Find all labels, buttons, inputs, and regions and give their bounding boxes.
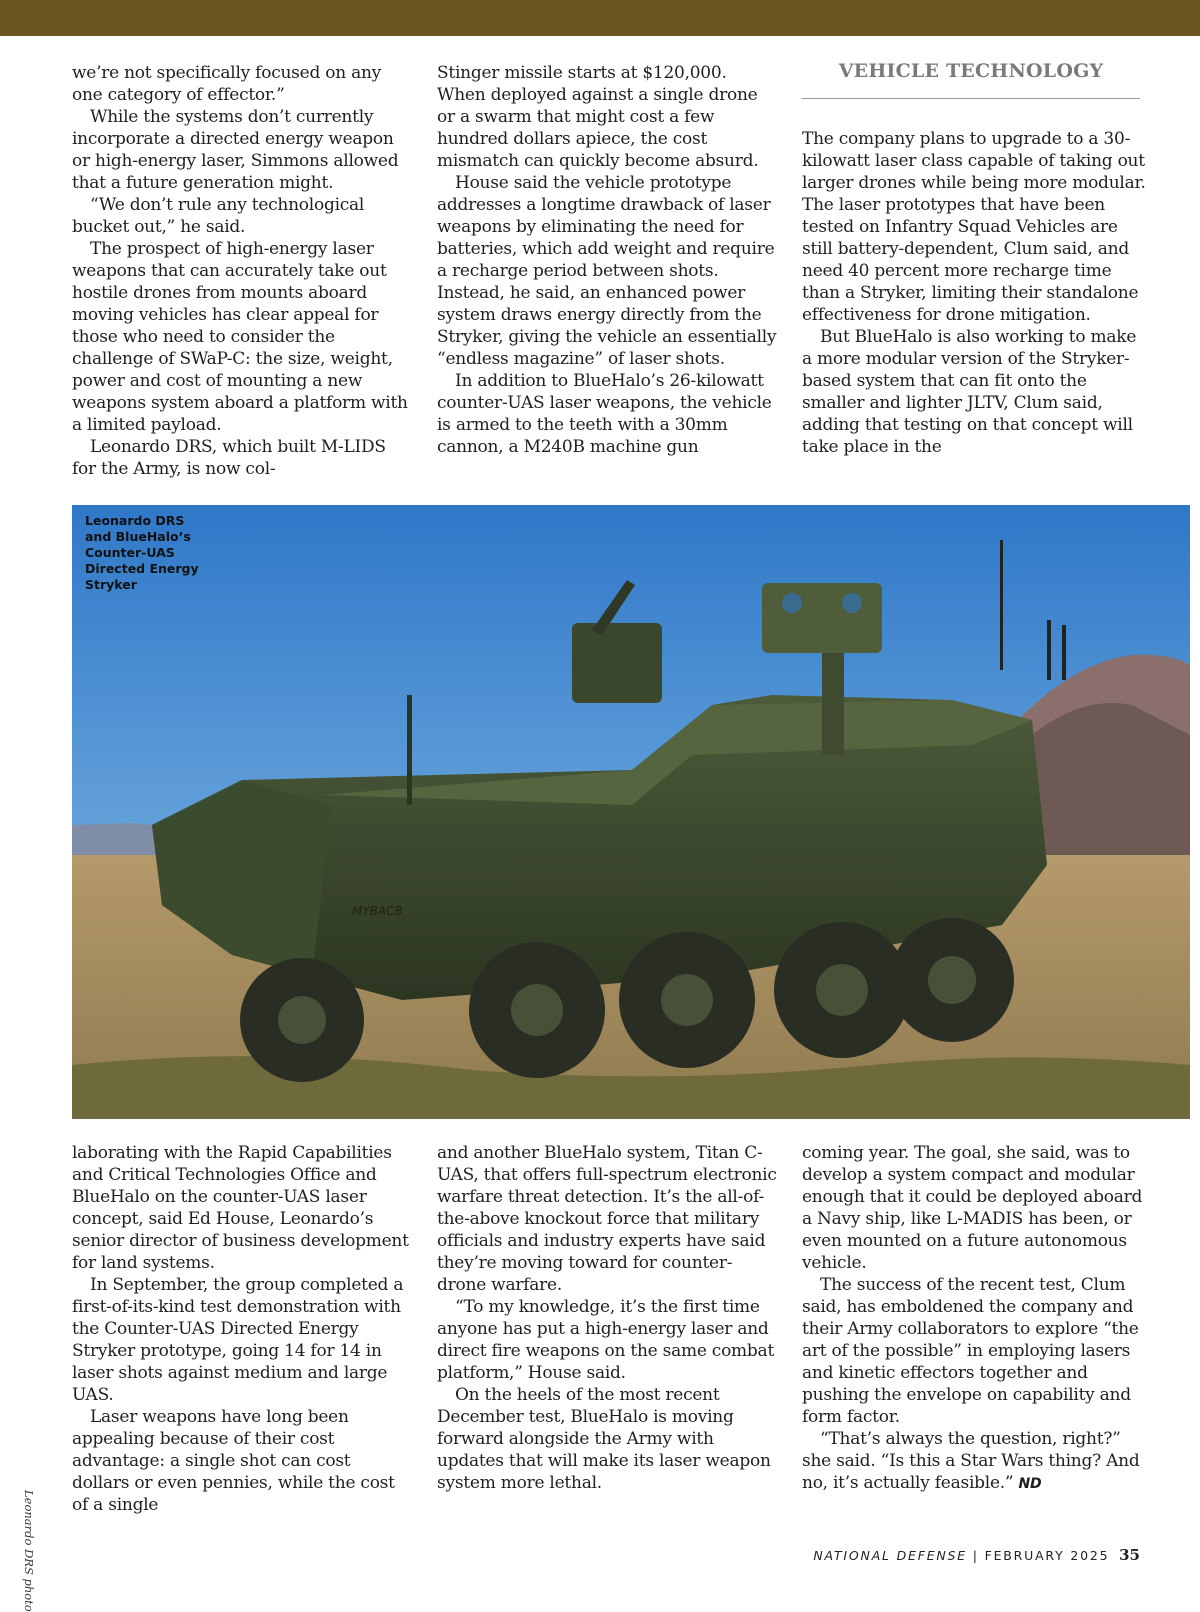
article-column-1-bottom <box>72 1142 412 1516</box>
paragraph: “We don’t rule any technological bucket out,” he said. <box>72 195 365 237</box>
paragraph: While the systems don’t currently incorporate a directed energy weapon or high-energy laser, Simmons allowed that a future generation might. <box>72 107 399 193</box>
paragraph: On the heels of the most recent December test, BlueHalo is moving forward alongside the Army with updates that will make its laser weapon system more lethal. <box>437 1385 771 1493</box>
paragraph: Stinger missile starts at $120,000. When deployed against a single drone or a swarm that might cost a few hundred dollars apiece, the cost mismatch can quickly become absurd. <box>437 63 759 171</box>
article-column-3-top <box>802 128 1147 458</box>
paragraph: In addition to BlueHalo’s 26-kilowatt counter-UAS laser weapons, the vehicle is armed to the teeth with a 30mm cannon, a M240B machine gun <box>437 371 772 457</box>
laser-aperture <box>842 593 862 613</box>
sensor-mast <box>822 645 844 755</box>
paragraph <box>802 1428 1147 1495</box>
publication-name: NATIONAL DEFENSE <box>813 1548 967 1563</box>
page-number: 35 <box>1119 1546 1140 1564</box>
antenna <box>407 695 412 805</box>
antenna <box>1000 540 1003 670</box>
article-column-2-bottom <box>437 1142 777 1494</box>
antenna <box>1047 620 1051 680</box>
vehicle-marking: MYBAC8 <box>352 904 403 918</box>
article-column-2-top <box>437 62 777 458</box>
paragraph: In September, the group completed a first-of-its-kind test demonstration with the Counter-UAS Directed Energy Stryker prototype, going 14 for 14 in laser shots against medium and large UAS. <box>72 1275 404 1405</box>
paragraph: The company plans to upgrade to a 30-kilowatt laser class capable of taking out larger drones while being more modular. The laser prototypes that have been tested on Infantry Squad Vehicles are still battery-dependent, Clum said, and need 40 percent more recharge time than a Stryker, limiting their standalone effectiveness for drone mitigation. <box>802 129 1146 325</box>
stryker-illustration <box>72 505 1190 1119</box>
page-footer <box>813 1546 1140 1564</box>
issue-date: FEBRUARY 2025 <box>984 1548 1110 1563</box>
top-color-bar <box>0 0 1200 36</box>
laser-aperture <box>782 593 802 613</box>
paragraph: Laser weapons have long been appealing because of their cost advantage: a single shot can cost dollars or even pennies, while the cost of a single <box>72 1407 395 1515</box>
paragraph: and another BlueHalo system, Titan C-UAS, that offers full-spectrum electronic warfare threat detection. It’s the all-of-the-above knockout force that military officials and industry experts have said they’re moving toward for counter-drone warfare. <box>437 1143 777 1295</box>
article-column-3-bottom <box>802 1142 1147 1495</box>
section-divider <box>802 98 1140 99</box>
stryker-photo <box>72 505 1190 1119</box>
closing-quote: “That’s always the question, right?” she said. “Is this a Star Wars thing? And no, it’s actually feasible.” <box>802 1429 1140 1493</box>
paragraph: House said the vehicle prototype addresses a longtime drawback of laser weapons by eliminating the need for batteries, which add weight and require a recharge period between shots. Instead, he said, an enhanced power system draws energy directly from the Stryker, giving the vehicle an essentially “endless magazine” of laser shots. <box>437 173 777 369</box>
photo-credit: Leonardo DRS photo <box>22 1490 36 1612</box>
paragraph: “To my knowledge, it’s the first time anyone has put a high-energy laser and direct fire weapons on the same combat platform,” House said. <box>437 1297 775 1383</box>
paragraph: laborating with the Rapid Capabilities and Critical Technologies Office and BlueHalo on the counter-UAS laser concept, said Ed House, Leonardo’s senior director of business development for land systems. <box>72 1143 409 1273</box>
paragraph: The prospect of high-energy laser weapons that can accurately take out hostile drones from mounts aboard moving vehicles has clear appeal for those who need to consider the challenge of SWaP-C: the size, weight, power and cost of mounting a new weapons system aboard a platform with a limited payload. <box>72 239 408 435</box>
paragraph: we’re not specifically focused on any one category of effector.” <box>72 63 382 105</box>
paragraph: Leonardo DRS, which built M-LIDS for the Army, is now col- <box>72 437 386 479</box>
paragraph: coming year. The goal, she said, was to develop a system compact and modular enough that it could be deployed aboard a Navy ship, like L-MADIS has been, or even mounted on a future autonomous vehicle. <box>802 1143 1143 1273</box>
end-mark: ND <box>1018 1476 1042 1492</box>
antenna <box>1062 625 1066 680</box>
gun-turret <box>572 623 662 703</box>
paragraph: But BlueHalo is also working to make a more modular version of the Stryker-based system that can fit onto the smaller and lighter JLTV, Clum said, adding that testing on that concept will take place in the <box>802 327 1137 457</box>
paragraph: The success of the recent test, Clum said, has emboldened the company and their Army collaborators to explore “the art of the possible” in employing lasers and kinetic effectors together and pushing the envelope on capability and form factor. <box>802 1275 1139 1427</box>
laser-turret <box>762 583 882 653</box>
footer-separator: | <box>972 1548 979 1563</box>
article-column-1-top <box>72 62 412 480</box>
photo-caption: Leonardo DRS and BlueHalo’s Counter-UAS Directed Energy Stryker <box>85 513 199 592</box>
section-label: VEHICLE TECHNOLOGY <box>838 60 1104 82</box>
